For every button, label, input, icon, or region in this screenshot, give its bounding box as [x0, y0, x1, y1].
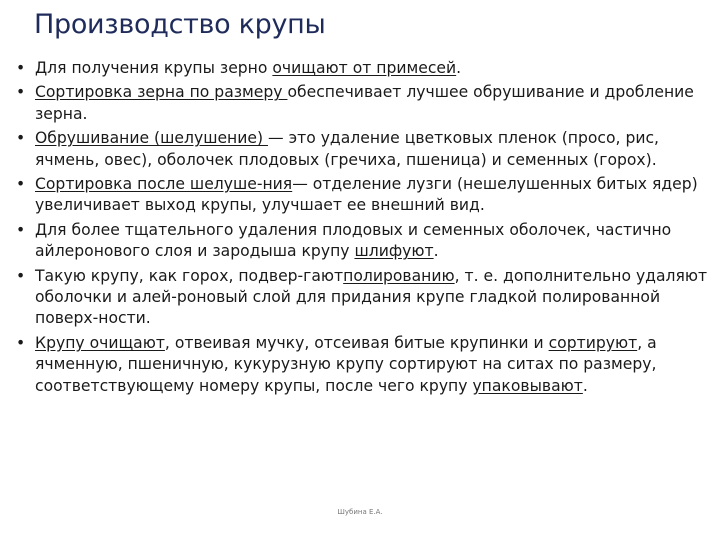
- underlined-term: Сортировка зерна по размеру: [35, 83, 288, 102]
- bullet-text: Такую крупу, как горох, подвер-гают: [35, 266, 344, 285]
- bullet-text: .: [433, 242, 439, 261]
- underlined-term: упаковывают: [472, 376, 583, 395]
- bullet-text: , т. е. дополнительно удаляют оболочки и алей-роновый слой для придания крупе гладкой полированной поверх-ности.: [35, 266, 708, 328]
- footer-author: Шубина Е.А.: [337, 508, 383, 516]
- bullet-text: , а ячменную, пшеничную, кукурузную крупу сортируют на ситах по размеру, соответствующему номеру крупы, после чего крупу: [35, 333, 657, 395]
- underlined-term: Крупу очищают: [35, 333, 165, 352]
- bullet-item: [14, 333, 714, 397]
- bullet-list: [14, 58, 714, 400]
- bullet-text: .: [582, 376, 588, 395]
- underlined-term: Сортировка после шелуше-ния: [35, 175, 293, 194]
- bullet-item: [14, 220, 714, 263]
- underlined-term: сортируют: [548, 333, 638, 352]
- bullet-text: — отделение лузги (нешелушенных битых ядер) увеличивает выход крупы, улучшает ее внешний вид.: [35, 175, 698, 215]
- bullet-item: [14, 128, 714, 171]
- bullet-text: , отвеивая мучку, отсеивая битые крупинки и: [164, 333, 549, 352]
- underlined-term: полированию: [343, 266, 455, 285]
- bullet-item: [14, 58, 714, 79]
- bullet-text: Для более тщательного удаления плодовых и семенных оболочек, частично айлеронового слоя и зародыша крупу: [35, 220, 672, 261]
- slide-title: Производство крупы: [34, 9, 326, 40]
- bullet-text: Для получения крупы зерно: [35, 59, 273, 77]
- underlined-term: шлифуют: [354, 242, 434, 261]
- underlined-term: очищают от примесей: [272, 59, 457, 77]
- bullet-text: .: [456, 59, 462, 77]
- bullet-item: [14, 174, 714, 217]
- bullet-text: обеспечивает лучшее обрушивание и дробление зерна.: [35, 83, 694, 123]
- bullet-item: [14, 82, 714, 125]
- underlined-term: Обрушивание (шелушение): [35, 129, 269, 148]
- bullet-item: [14, 266, 714, 330]
- bullet-text: — это удаление цветковых пленок (просо, рис, ячмень, овес), оболочек плодовых (гречиха, пшеница) и семенных (горох).: [35, 129, 660, 169]
